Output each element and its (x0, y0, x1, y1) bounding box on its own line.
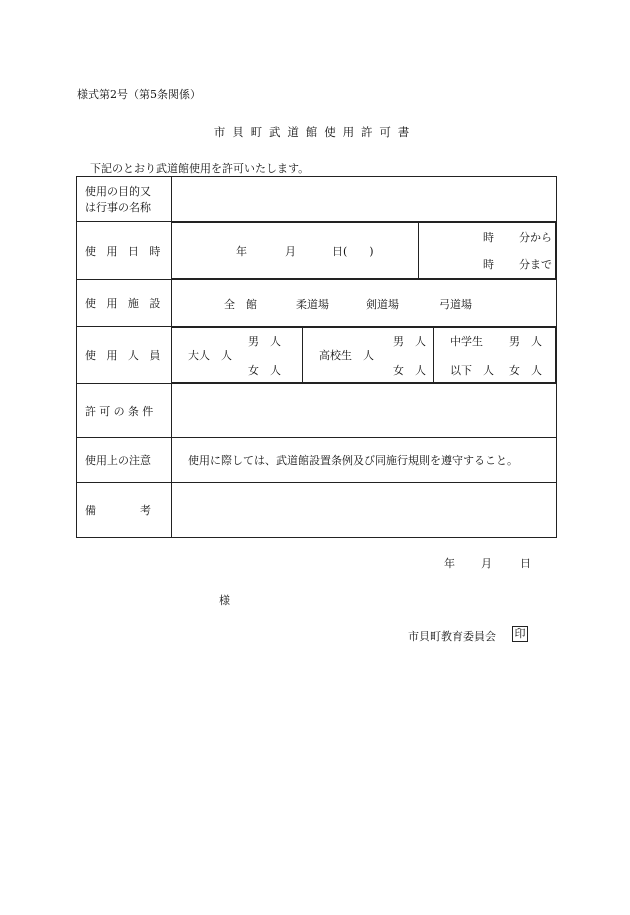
conditions-row (77, 384, 557, 438)
date-year: 年 (236, 245, 247, 258)
document-title: 市貝町武道館使用許可書 (213, 125, 417, 139)
issuer-name: 市貝町教育委員会 (408, 630, 496, 643)
issue-date-month: 月 (481, 557, 492, 570)
datetime-label-text: 使用日時 (85, 244, 171, 258)
facility-option-judo[interactable]: 柔道場 (296, 298, 329, 311)
datetime-label (77, 222, 172, 280)
remarks-label (77, 483, 172, 538)
highschool-male: 男 人 (393, 335, 426, 348)
conditions-label (77, 384, 172, 438)
remarks-label-right: 考 (140, 504, 151, 517)
purpose-row (77, 177, 557, 222)
junior-male: 男 人 (509, 335, 542, 348)
remarks-row (77, 483, 557, 538)
notes-text: 使用に際しては、武道館設置条例及び同施行規則を遵守すること。 (188, 454, 518, 467)
users-cell (172, 327, 557, 384)
purpose-label (77, 177, 172, 222)
users-junior[interactable] (434, 328, 556, 383)
remarks-field[interactable] (172, 483, 557, 538)
notes-label-text: 使用上の注意 (85, 454, 151, 467)
facility-option-all[interactable]: 全 館 (224, 298, 257, 311)
time-field[interactable] (419, 223, 556, 279)
permit-form-table (76, 176, 557, 538)
addressee-suffix: 様 (219, 594, 230, 607)
adult-male: 男 人 (248, 335, 281, 348)
purpose-label-line1: 使用の目的又 (85, 185, 151, 198)
purpose-field[interactable] (172, 177, 557, 222)
users-label (77, 327, 172, 384)
intro-text: 下記のとおり武道館使用を許可いたします。 (90, 162, 310, 175)
adult-count: 大人 人 (188, 349, 232, 362)
adult-female: 女 人 (248, 364, 281, 377)
facility-options (172, 280, 557, 327)
highschool-female: 女 人 (393, 364, 426, 377)
users-adult[interactable] (172, 328, 303, 383)
time-min-from: 分から (519, 231, 552, 244)
form-number: 様式第2号（第5条関係） (77, 88, 201, 101)
facility-label (77, 280, 172, 327)
date-month: 月 (285, 245, 296, 258)
notes-text-cell (172, 438, 557, 483)
time-hour-from: 時 (483, 231, 494, 244)
conditions-field[interactable] (172, 384, 557, 438)
users-inner (172, 327, 556, 383)
users-label-text: 使用人員 (85, 349, 171, 362)
facility-label-text: 使用施設 (85, 297, 171, 310)
issue-date-day: 日 (520, 557, 531, 570)
seal-stamp: 印 (512, 626, 528, 642)
date-day: 日( ) (332, 245, 374, 258)
junior-count: 以下 人 (450, 364, 494, 377)
notes-label (77, 438, 172, 483)
date-field[interactable] (172, 223, 419, 279)
conditions-label-text: 許可の条件 (85, 404, 157, 418)
users-row (77, 327, 557, 384)
issue-date-year: 年 (444, 557, 455, 570)
facility-option-kyudo[interactable]: 弓道場 (439, 298, 472, 311)
time-min-until: 分まで (519, 258, 552, 271)
datetime-inner (172, 222, 556, 279)
purpose-label-line2: は行事の名称 (85, 201, 151, 214)
junior-female: 女 人 (509, 364, 542, 377)
time-hour-until: 時 (483, 258, 494, 271)
junior-label: 中学生 (450, 335, 483, 348)
remarks-label-left: 備 (85, 504, 96, 517)
facility-row (77, 280, 557, 327)
users-highschool[interactable] (303, 328, 434, 383)
highschool-count: 高校生 人 (319, 349, 374, 362)
notes-row (77, 438, 557, 483)
datetime-cell (172, 222, 557, 280)
facility-option-kendo[interactable]: 剣道場 (366, 298, 399, 311)
datetime-row (77, 222, 557, 280)
